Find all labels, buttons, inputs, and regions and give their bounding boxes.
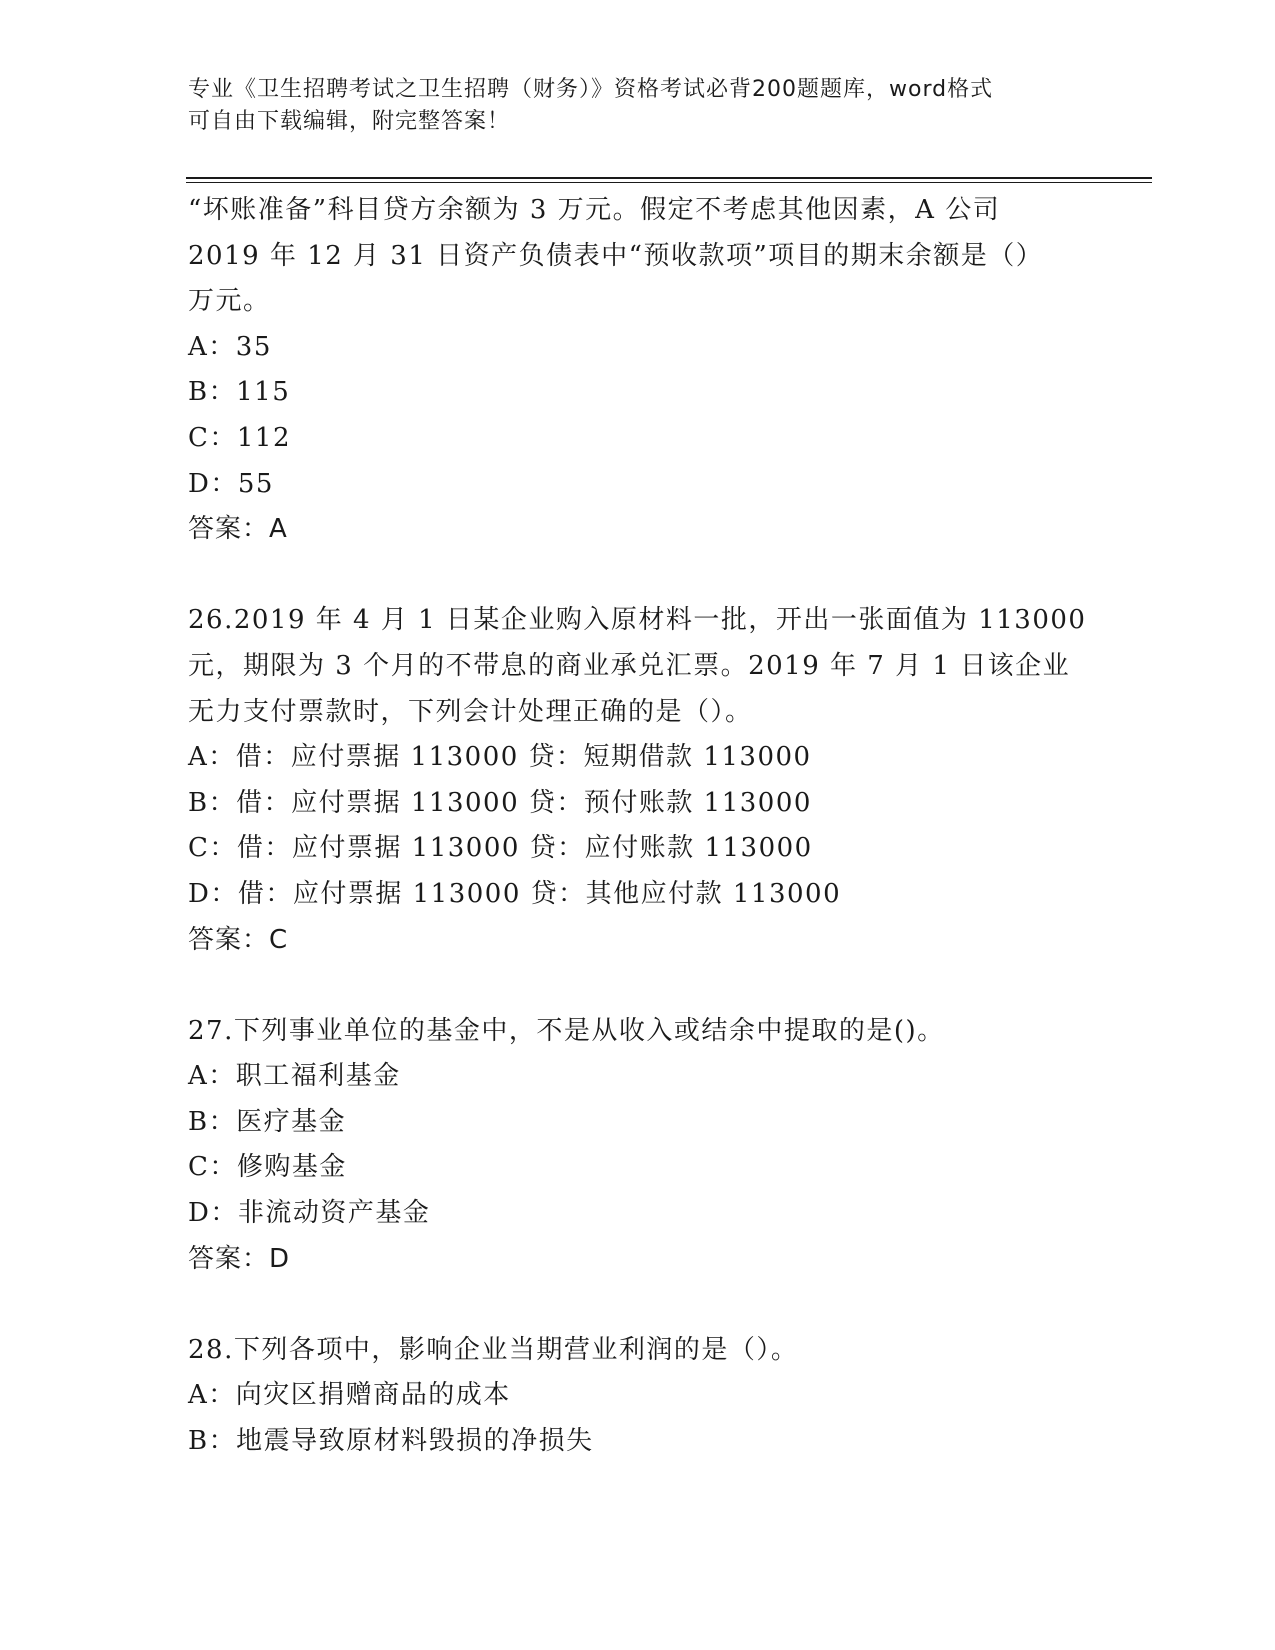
option-d: D：借：应付票据 113000 贷：其他应付款 113000 bbox=[188, 878, 842, 909]
header-divider-thick bbox=[186, 177, 1152, 179]
spacer bbox=[188, 1282, 1088, 1328]
option-b: B：地震导致原材料毁损的净损失 bbox=[188, 1426, 594, 1457]
header-line-2: 可自由下载编辑，附完整答案！ bbox=[188, 109, 511, 134]
option-c: C：112 bbox=[188, 422, 292, 453]
question-27 bbox=[188, 1009, 1088, 1283]
option-a: A：向灾区捐赠商品的成本 bbox=[188, 1380, 511, 1411]
answer-line: 答案：C bbox=[188, 924, 289, 955]
answer-line: 答案：D bbox=[188, 1243, 291, 1274]
question-26 bbox=[188, 598, 1088, 963]
document-header bbox=[188, 74, 1068, 138]
question-stem-line: 26.2019 年 4 月 1 日某企业购入原材料一批，开出一张面值为 113000 bbox=[188, 605, 1087, 636]
question-stem-line: 27.下列事业单位的基金中，不是从收入或结余中提取的是()。 bbox=[188, 1015, 945, 1046]
option-a: A：职工福利基金 bbox=[188, 1061, 401, 1092]
question-stem-line: 元，期限为 3 个月的不带息的商业承兑汇票。2019 年 7 月 1 日该企业 bbox=[188, 650, 1071, 681]
option-a: A：借：应付票据 113000 贷：短期借款 113000 bbox=[188, 742, 812, 773]
option-c: C：借：应付票据 113000 贷：应付账款 113000 bbox=[188, 833, 813, 864]
option-a: A：35 bbox=[188, 331, 272, 362]
question-stem-line: “坏账准备”科目贷方余额为 3 万元。假定不考虑其他因素，A 公司 bbox=[188, 195, 1001, 225]
option-b: B：借：应付票据 113000 贷：预付账款 113000 bbox=[188, 787, 812, 818]
question-content bbox=[188, 188, 1088, 1465]
answer-line: 答案：A bbox=[188, 514, 288, 545]
question-stem-line: 万元。 bbox=[188, 286, 271, 317]
question-28 bbox=[188, 1328, 1088, 1465]
question-stem-line: 2019 年 12 月 31 日资产负债表中“预收款项”项目的期末余额是（） bbox=[188, 240, 1044, 271]
spacer bbox=[188, 963, 1088, 1009]
option-d: D：55 bbox=[188, 468, 274, 499]
spacer bbox=[188, 553, 1088, 599]
option-d: D：非流动资产基金 bbox=[188, 1198, 431, 1229]
question-stem-line: 无力支付票款时，下列会计处理正确的是（）。 bbox=[188, 696, 753, 727]
header-line-1: 专业《卫生招聘考试之卫生招聘（财务）》资格考试必背200题题库，word格式 bbox=[188, 77, 994, 102]
option-c: C：修购基金 bbox=[188, 1152, 347, 1183]
question-stem-line: 28.下列各项中，影响企业当期营业利润的是（）。 bbox=[188, 1334, 799, 1365]
question-25 bbox=[188, 188, 1088, 553]
option-b: B：医疗基金 bbox=[188, 1106, 347, 1137]
header-divider-thin bbox=[186, 182, 1152, 183]
option-b: B：115 bbox=[188, 377, 291, 408]
